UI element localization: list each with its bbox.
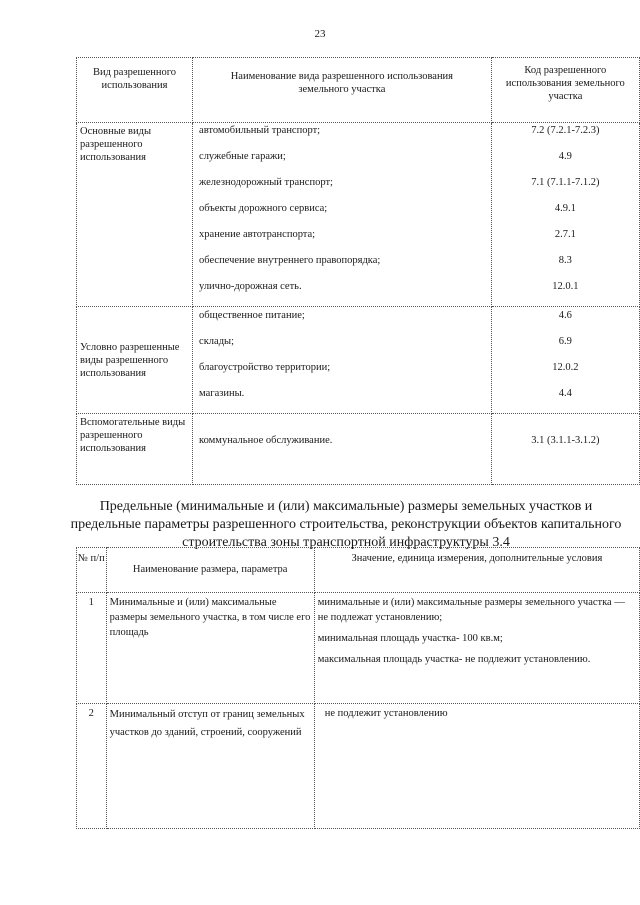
use-code: 4.9 bbox=[558, 151, 572, 162]
list-item: склады; bbox=[199, 336, 235, 347]
table-row bbox=[77, 704, 640, 829]
section-heading: Предельные (минимальные и (или) максимальные) размеры земельных участков и предельные параметры разрешенного строительства, реконструкции объектов капитального строительства зоны транспортной инфраструктуры 3.4 bbox=[70, 499, 622, 550]
header-parameter-name: Наименование размера, параметра bbox=[106, 548, 314, 593]
use-code: 3.1 (3.1.1-3.1.2) bbox=[531, 435, 600, 446]
value-line: не подлежит установлению bbox=[324, 708, 448, 719]
group-items-auxiliary bbox=[193, 414, 492, 485]
list-item: служебные гаражи; bbox=[199, 151, 286, 162]
group-label: Вспомогательные виды разрешенного использования bbox=[80, 417, 186, 454]
group-label: Условно разрешенные виды разрешенного использования bbox=[80, 341, 180, 379]
header-use-type: Вид разрешенного использования bbox=[77, 58, 193, 123]
parameter-name: Минимальные и (или) максимальные размеры земельного участка, в том числе его площадь bbox=[106, 593, 314, 704]
header-use-name: Наименование вида разрешенного использования земельного участка bbox=[193, 58, 492, 123]
row-number: 1 bbox=[77, 593, 107, 704]
list-item: автомобильный транспорт; bbox=[199, 125, 321, 136]
group-label-main bbox=[77, 123, 193, 307]
table-row bbox=[77, 414, 640, 485]
use-code: 8.3 bbox=[558, 255, 572, 266]
use-code: 2.7.1 bbox=[554, 229, 576, 240]
use-code: 7.2 (7.2.1-7.2.3) bbox=[531, 125, 600, 136]
header-parameter-value: Значение, единица измерения, дополнительные условия bbox=[314, 548, 639, 593]
permitted-use-table bbox=[76, 57, 640, 485]
use-code: 4.4 bbox=[558, 388, 572, 399]
group-codes-auxiliary bbox=[491, 414, 639, 485]
parameter-value bbox=[314, 593, 639, 704]
use-code: 6.9 bbox=[558, 336, 572, 347]
table-header-row bbox=[77, 58, 640, 123]
group-items-conditional bbox=[193, 307, 492, 414]
group-items-main bbox=[193, 123, 492, 307]
value-line: минимальные и (или) максимальные размеры земельного участка — не подлежат установлению; bbox=[317, 597, 625, 623]
list-item: общественное питание; bbox=[199, 310, 305, 321]
parameters-table bbox=[76, 547, 640, 829]
table-row bbox=[77, 307, 640, 414]
use-code: 4.9.1 bbox=[554, 203, 576, 214]
list-item: магазины. bbox=[199, 388, 245, 399]
use-code: 12.0.1 bbox=[552, 281, 579, 292]
table-row bbox=[77, 123, 640, 307]
use-code: 7.1 (7.1.1-7.1.2) bbox=[531, 177, 600, 188]
header-use-code: Код разрешенного использования земельного участка bbox=[491, 58, 639, 123]
table-header-row bbox=[77, 548, 640, 593]
list-item: железнодорожный транспорт; bbox=[199, 177, 333, 188]
group-label-auxiliary bbox=[77, 414, 193, 485]
list-item: хранение автотранспорта; bbox=[199, 229, 316, 240]
page-number: 23 bbox=[314, 28, 326, 40]
list-item: улично-дорожная сеть. bbox=[199, 281, 302, 292]
list-item: обеспечение внутреннего правопорядка; bbox=[199, 255, 381, 266]
value-line: максимальная площадь участка- не подлежит установлению. bbox=[317, 654, 591, 665]
list-item: коммунальное обслуживание. bbox=[199, 435, 333, 446]
group-codes-main bbox=[491, 123, 639, 307]
list-item: благоустройство территории; bbox=[199, 362, 331, 373]
use-code: 12.0.2 bbox=[552, 362, 579, 373]
group-label-conditional bbox=[77, 307, 193, 414]
list-item: объекты дорожного сервиса; bbox=[199, 203, 328, 214]
table-row bbox=[77, 593, 640, 704]
parameter-name: Минимальный отступ от границ земельных участков до зданий, строений, сооружений bbox=[106, 704, 314, 829]
use-code: 4.6 bbox=[558, 310, 572, 321]
value-line: минимальная площадь участка- 100 кв.м; bbox=[317, 633, 503, 644]
header-number: № п/п bbox=[77, 548, 107, 593]
group-label: Основные виды разрешенного использования bbox=[80, 126, 152, 163]
parameter-value bbox=[314, 704, 639, 829]
row-number: 2 bbox=[77, 704, 107, 829]
group-codes-conditional bbox=[491, 307, 639, 414]
